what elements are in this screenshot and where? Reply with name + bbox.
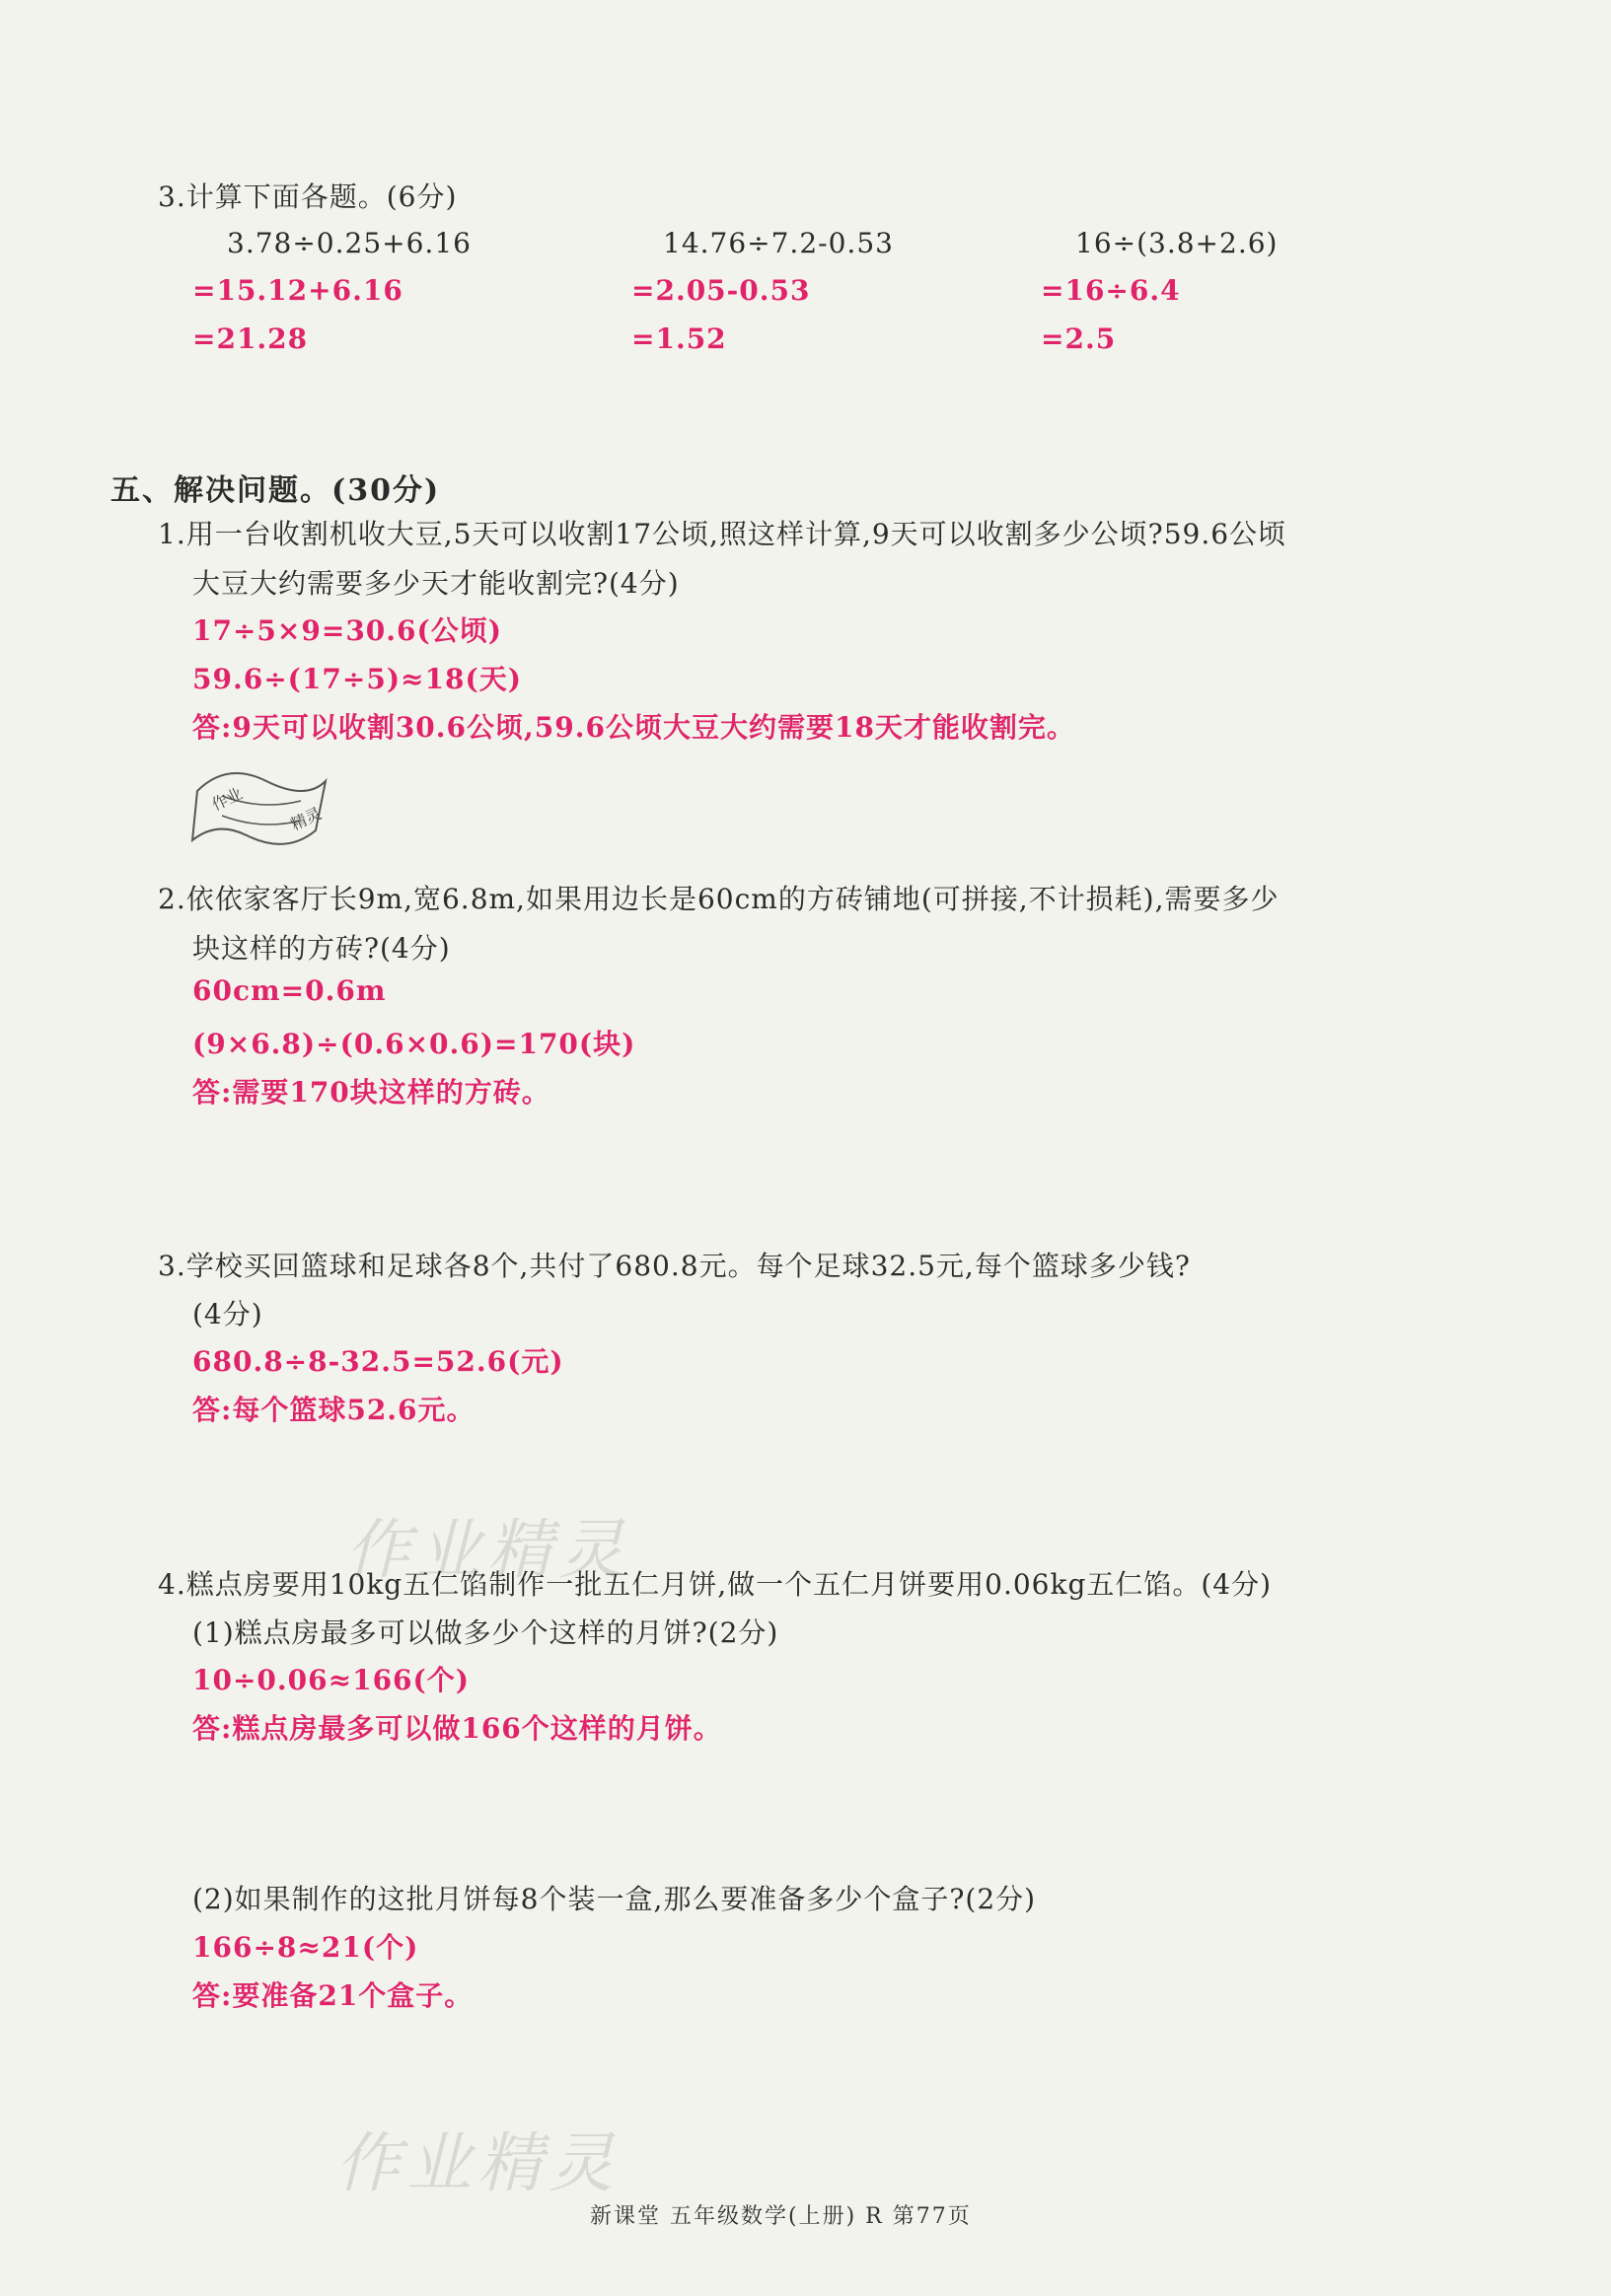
calc-step2-2: =1.52 (631, 323, 727, 355)
p3-line1: 3.学校买回篮球和足球各8个,共付了680.8元。每个足球32.5元,每个篮球多少钱? (158, 1250, 1191, 1282)
calc-step2-3: =2.5 (1041, 323, 1117, 355)
p2-line1: 2.依依家客厅长9m,宽6.8m,如果用边长是60cm的方砖铺地(可拼接,不计损耗),需要多少 (158, 883, 1280, 915)
calc-expr-2: 14.76÷7.2-0.53 (663, 227, 894, 259)
p1-answer-3: 答:9天可以收割30.6公顷,59.6公顷大豆大约需要18天才能收割完。 (192, 711, 1075, 744)
p4-sub1: (1)糕点房最多可以做多少个这样的月饼?(2分) (192, 1616, 779, 1649)
watermark: 作业精灵 (345, 1512, 629, 1588)
calc-expr-1: 3.78÷0.25+6.16 (227, 227, 472, 259)
p2-answer-1: 60cm=0.6m (192, 974, 387, 1007)
p1-line2: 大豆大约需要多少天才能收割完?(4分) (192, 567, 680, 600)
p4-sub2-answer-2: 答:要准备21个盒子。 (192, 1979, 474, 2012)
p4-sub1-answer-2: 答:糕点房最多可以做166个这样的月饼。 (192, 1712, 722, 1745)
p3-line2: (4分) (192, 1298, 263, 1330)
p4-sub1-answer-1: 10÷0.06≈166(个) (192, 1664, 471, 1696)
section-title: 五、解决问题。(30分) (110, 473, 441, 508)
page-footer: 新课堂 五年级数学(上册) R 第77页 (590, 2204, 972, 2229)
stamp-text-bottom: 精灵 (287, 803, 325, 834)
p3-answer-2: 答:每个篮球52.6元。 (192, 1394, 476, 1426)
q3-calc-title: 3.计算下面各题。(6分) (158, 180, 458, 213)
p1-line1: 1.用一台收割机收大豆,5天可以收割17公顷,照这样计算,9天可以收割多少公顷?59.6公顷 (158, 518, 1287, 550)
p2-line2: 块这样的方砖?(4分) (192, 932, 451, 965)
calc-step1-2: =2.05-0.53 (631, 274, 811, 307)
calc-step1-3: =16÷6.4 (1041, 274, 1181, 307)
p4-sub2-answer-1: 166÷8≈21(个) (192, 1931, 419, 1964)
calc-expr-3: 16÷(3.8+2.6) (1075, 227, 1279, 259)
p2-answer-2: (9×6.8)÷(0.6×0.6)=170(块) (192, 1028, 636, 1060)
p4-line1: 4.糕点房要用10kg五仁馅制作一批五仁月饼,做一个五仁月饼要用0.06kg五仁馅。(4分) (158, 1568, 1273, 1601)
p3-answer-1: 680.8÷8-32.5=52.6(元) (192, 1345, 564, 1378)
p2-answer-3: 答:需要170块这样的方砖。 (192, 1076, 550, 1109)
stamp-text-top: 作业 (208, 783, 246, 815)
p1-answer-2: 59.6÷(17÷5)≈18(天) (192, 663, 522, 695)
p1-answer-1: 17÷5×9=30.6(公顷) (192, 614, 503, 647)
calc-step1-1: =15.12+6.16 (192, 274, 403, 307)
p4-sub2: (2)如果制作的这批月饼每8个装一盒,那么要准备多少个盒子?(2分) (192, 1883, 1037, 1915)
calc-step2-1: =21.28 (192, 323, 309, 355)
stamp-logo (187, 761, 335, 860)
watermark-bottom: 作业精灵 (335, 2125, 620, 2201)
